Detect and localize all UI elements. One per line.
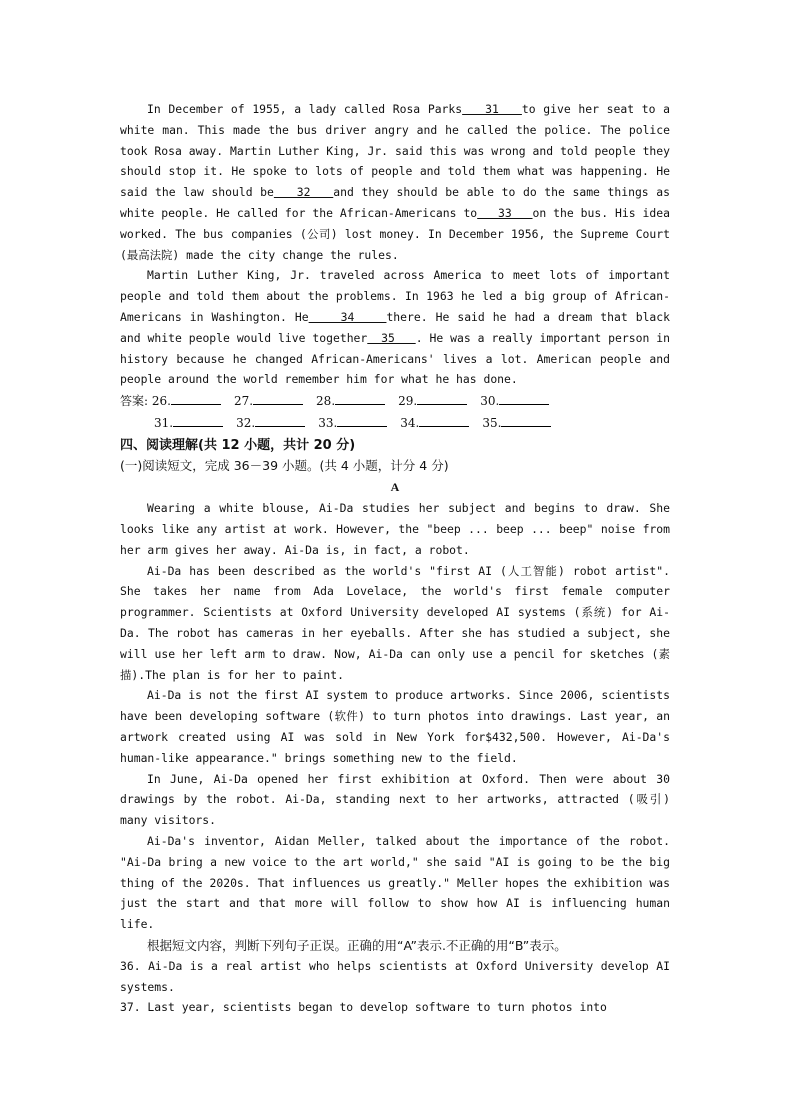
answer-label: 答案:	[120, 394, 152, 409]
section-title: 四、阅读理解(共 12 小题，共计 20 分)	[120, 438, 356, 454]
document-page	[120, 99, 670, 1018]
cloze-text: Martin Luther King, Jr. traveled across America to meet lots of important people and told them about the problems. In 1963 he led a big group of African-Americans in Washington. He	[120, 268, 670, 324]
cloze-paragraph-2	[120, 265, 670, 390]
passage-paragraph: Ai-Da is not the first AI system to produce artworks. Since 2006, scientists have been developing software (软件) to turn photos into drawings. Last year, an artwork created using AI was sold in New York for$432,500. However, Ai-Da's human-like appearance." brings something new to the field.	[120, 688, 670, 765]
answer-row-1	[120, 390, 670, 412]
cloze-text: to give her seat to a white man. This made the bus driver angry and he called the police. The police took Rosa away. Martin Luther King, Jr. said this was wrong and told people they should stop it. He spoke to lots of people and told them what was happening. He said the law should be	[120, 102, 670, 200]
question-37: 37. Last year, scientists began to develop software to turn photos into	[120, 1000, 607, 1015]
section-instruction: (一)阅读短文，完成 36－39 小题。(共 4 小题，计分 4 分)	[120, 458, 449, 474]
answer-item[interactable]: 34.	[400, 412, 469, 434]
cloze-text: . He was a really important person in history because he changed African-Americans' lives a lot. American people and people around the world remember him for what he has done.	[120, 330, 670, 387]
cloze-text: there. He said he had a dream that black and white people would live together	[120, 309, 670, 345]
blank-32: 32	[273, 185, 334, 200]
cloze-text: on the bus. His idea worked. The bus companies (公司) lost money. In December 1956, the Supreme Court (最高法院) made the city change the rules.	[120, 205, 670, 262]
judge-instruction: 根据短文内容，判断下列句子正误。正确的用“A”表示.不正确的用“B”表示。	[147, 937, 567, 953]
blank-31: 31	[462, 102, 522, 116]
answer-item[interactable]: 35.	[482, 412, 551, 434]
cloze-paragraph-1	[120, 99, 670, 265]
cloze-text: and they should be able to do the same things as white people. He called for the African-Americans to	[120, 185, 670, 220]
passage-paragraph: In June, Ai-Da opened her first exhibition at Oxford. Then were about 30 drawings by the robot. Ai-Da, standing next to her artworks, attracted (吸引) many visitors.	[120, 771, 670, 828]
question-36: 36. Ai-Da is a real artist who helps scientists at Oxford University develop AI systems.	[120, 958, 670, 994]
answer-item[interactable]: 31.	[154, 412, 223, 434]
answer-item[interactable]: 29.	[398, 390, 467, 412]
answer-item[interactable]: 32.	[236, 412, 305, 434]
answer-item[interactable]: 30.	[480, 390, 549, 412]
blank-33: 33	[477, 205, 533, 220]
passage-paragraph: Ai-Da has been described as the world's "first AI (人工智能) robot artist". She takes her name from Ada Lovelace, the world's first female computer programmer. Scientists at Oxford University developed AI systems (系统) for Ai-Da. The robot has cameras in her eyeballs. After she has studied a subject, she will use her left arm to draw. Now, Ai-Da can only use a pencil for sketches (素描).The plan is for her to paint.	[120, 563, 670, 682]
passage-letter: A	[390, 480, 400, 495]
passage-paragraph: Ai-Da's inventor, Aidan Meller, talked about the importance of the robot. "Ai-Da bring a new voice to the art world," she said "AI is going to be the big thing of the 2020s. That influences us greatly." Meller hopes the exhibition was just the start and that more will follow to show how AI is influencing human life.	[120, 833, 670, 932]
cloze-text: In December of 1955, a lady called Rosa Parks	[147, 102, 463, 116]
answer-sheet	[120, 390, 670, 434]
answer-item[interactable]: 33.	[318, 412, 387, 434]
passage-paragraph: Wearing a white blouse, Ai-Da studies her subject and begins to draw. She looks like any artist at work. However, the "beep ... beep ... beep" noise from her arm gives her away. Ai-Da is, in fact, a robot.	[120, 501, 670, 557]
answer-item[interactable]: 27.	[234, 390, 303, 412]
blank-34: 34	[308, 309, 387, 324]
answer-item[interactable]: 28.	[316, 390, 385, 412]
answer-row-2	[120, 412, 670, 434]
blank-35: 35	[367, 330, 416, 345]
answer-item[interactable]: 26.	[152, 390, 221, 412]
